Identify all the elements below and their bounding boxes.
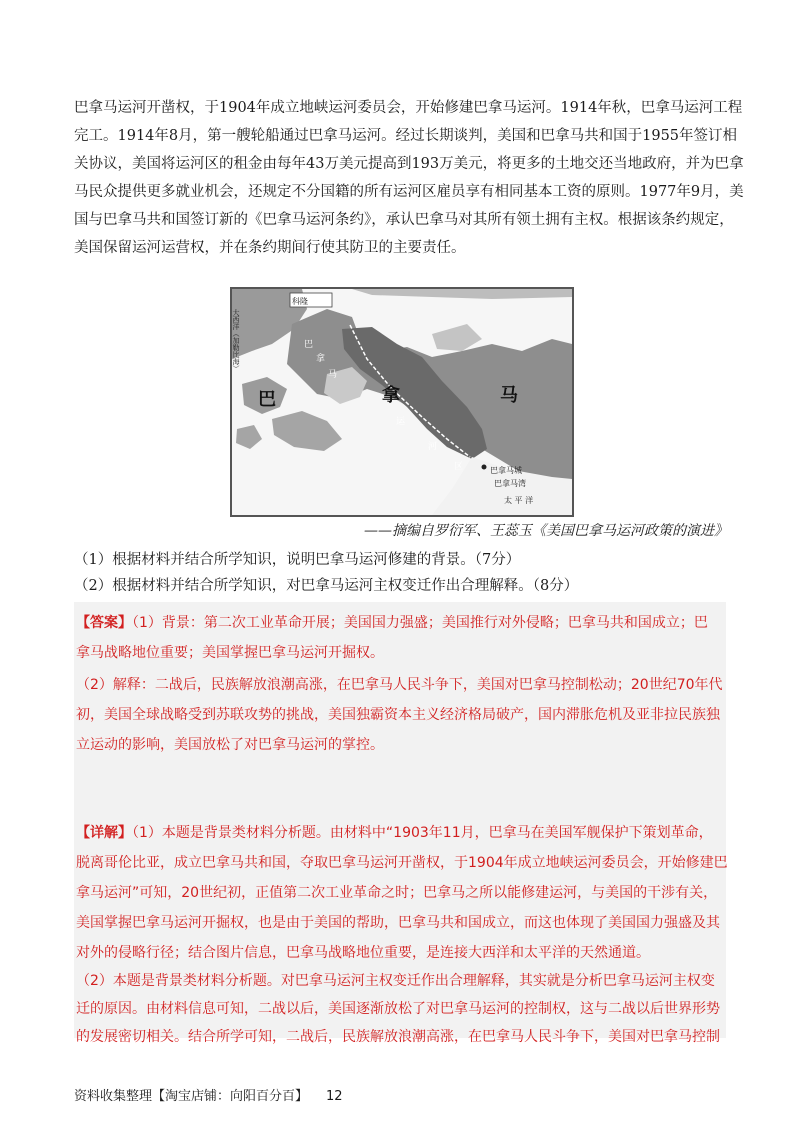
map-label-ba: 巴 xyxy=(258,389,276,410)
question-1: （1）根据材料并结合所学知识，说明巴拿马运河修建的背景。（7分） xyxy=(74,552,521,568)
detail-text: （1）本题是背景类材料分析题。由材料中“1903年11月，巴拿马在美国军舰保护下策划革命， xyxy=(132,825,713,841)
detail-tag: 【详解】 xyxy=(76,825,132,841)
answer-line-4: 初，美国全球战略受到苏联攻势的挑战，美国独霸资本主义经济格局破产，国内滞胀危机及亚非拉民族独 xyxy=(76,707,720,723)
detail-line-3: 拿马运河”可知，20世纪初，正值第二次工业革命之时；巴拿马之所以能修建运河，与美国的干涉有关， xyxy=(76,885,718,901)
map-source-citation: ——摘编自罗衍军、王蕊玉《美国巴拿马运河政策的演进》 xyxy=(364,523,728,539)
page-number: 12 xyxy=(326,1089,343,1104)
answer-line-5: 立运动的影响，美国放松了对巴拿马运河的掌控。 xyxy=(76,737,384,753)
panama-canal-map xyxy=(230,287,574,517)
panama-city-label: 巴拿马城 xyxy=(490,466,522,475)
detail-line-4: 美国掌握巴拿马运河开掘权，也是由于美国的帮助，巴拿马共和国成立，而这也体现了美国国力强盛及其 xyxy=(76,915,720,931)
map-svg xyxy=(232,289,572,515)
map-label-na: 拿 xyxy=(382,385,400,406)
page-footer xyxy=(74,1085,343,1104)
canal-char: 运 xyxy=(396,417,406,427)
answer-tag: 【答案】 xyxy=(76,615,132,631)
footer-text: 资料收集整理【淘宝店铺：向阳百分百】 xyxy=(74,1089,309,1104)
panama-bay-label: 巴拿马湾 xyxy=(494,479,526,488)
detail-line-6: （2）本题是背景类材料分析题。对巴拿马运河主权变迁作出合理解释，其实就是分析巴拿马运河主权变 xyxy=(76,973,715,989)
material-line: 完工。1914年8月，第一艘轮船通过巴拿马运河。经过长期谈判，美国和巴拿马共和国于1955年签订相 xyxy=(74,128,738,144)
pacific-label: 太 平 洋 xyxy=(504,496,534,505)
answer-text: （1）背景：第二次工业革命开展；美国国力强盛；美国推行对外侵略；巴拿马共和国成立；巴 xyxy=(132,615,708,631)
detail-line-1 xyxy=(76,822,713,844)
answer-line-1 xyxy=(76,612,708,634)
canal-char: 拿 xyxy=(316,354,326,364)
detail-line-2: 脱离哥伦比亚，成立巴拿马共和国，夺取巴拿马运河开凿权，于1904年成立地峡运河委员会，开始修建巴 xyxy=(76,855,728,871)
canal-char: 河 xyxy=(428,442,438,452)
colon-label: 科隆 xyxy=(292,297,308,306)
detail-line-5: 对外的侵略行径；结合图片信息，巴拿马战略地位重要，是连接大西洋和太平洋的天然通道。 xyxy=(76,945,650,961)
canal-char: 巴 xyxy=(304,340,314,350)
answer-line-3: （2）解释：二战后，民族解放浪潮高涨，在巴拿马人民斗争下，美国对巴拿马控制松动；20世纪70年代 xyxy=(76,677,723,693)
material-line: 国与巴拿马共和国签订新的《巴拿马运河条约》，承认巴拿马对其所有领土拥有主权。根据该条约规定， xyxy=(74,212,734,228)
canal-char: 马 xyxy=(328,370,338,380)
detail-line-8: 的发展密切相关。结合所学可知，二战后，民族解放浪潮高涨，在巴拿马人民斗争下，美国对巴拿马控制 xyxy=(76,1029,720,1045)
material-line: 巴拿马运河开凿权，于1904年成立地峡运河委员会，开始修建巴拿马运河。1914年秋，巴拿马运河工程 xyxy=(74,100,743,116)
answer-line-2: 拿马战略地位重要；美国掌握巴拿马运河开掘权。 xyxy=(76,645,384,661)
map-label-ma: 马 xyxy=(500,385,518,406)
panama-city-marker xyxy=(482,465,487,470)
material-paragraph xyxy=(74,94,744,262)
canal-char: 区 xyxy=(454,462,464,472)
material-line: 关协议，美国将运河区的租金由每年43万美元提高到193万美元，将更多的土地交还当地政府，并为巴拿 xyxy=(74,156,744,172)
detail-line-7: 迁的原因。由材料信息可知，二战以后，美国逐渐放松了对巴拿马运河的控制权，这与二战以后世界形势 xyxy=(76,1001,720,1017)
material-line: 马民众提供更多就业机会，还规定不分国籍的所有运河区雇员享有相同基本工资的原则。1977年9月，美 xyxy=(74,184,744,200)
question-2: （2）根据材料并结合所学知识，对巴拿马运河主权变迁作出合理解释。（8分） xyxy=(74,578,579,594)
material-line: 美国保留运河运营权，并在条约期间行使其防卫的主要责任。 xyxy=(74,240,466,256)
caribbean-label: 大西洋（加勒比海） xyxy=(232,309,240,372)
